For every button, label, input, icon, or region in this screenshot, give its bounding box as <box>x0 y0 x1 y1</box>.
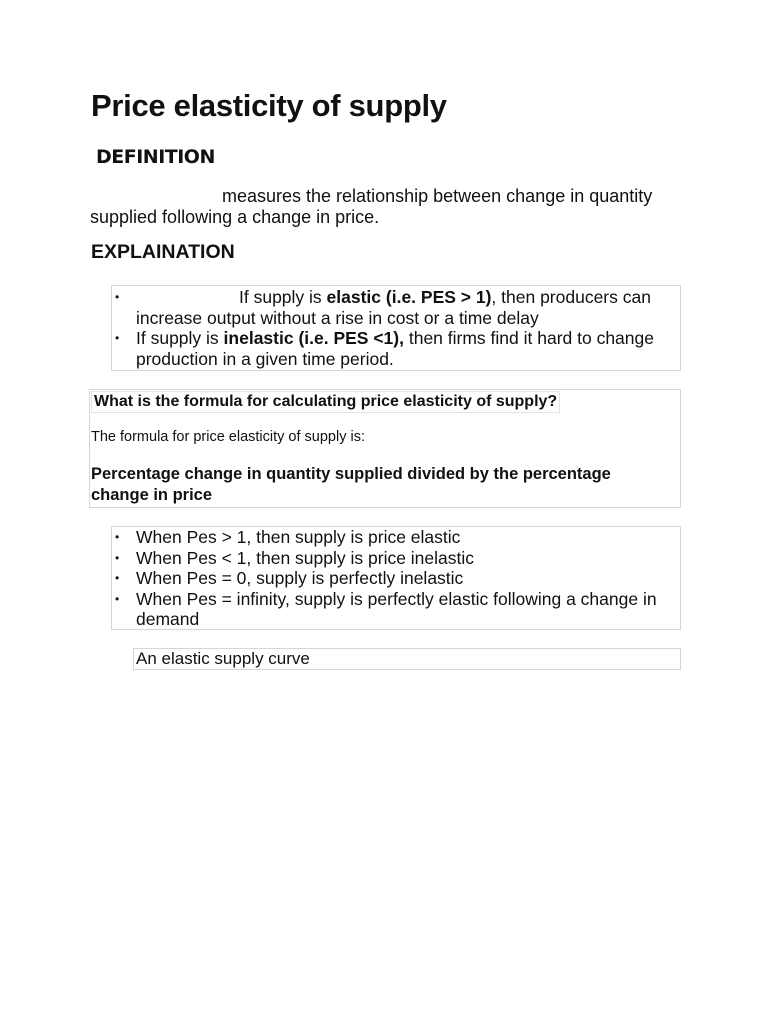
item-text-pre: If supply is <box>136 328 224 348</box>
definition-body: measures the relationship between change in quantity supplied following a change in price. <box>90 186 653 227</box>
bullet-icon: • <box>115 290 120 304</box>
pes-case-text: When Pes = 0, supply is perfectly inelastic <box>136 568 464 588</box>
item-text-post: then firms find it hard to change production in a given time period. <box>136 328 654 369</box>
pes-case-text: When Pes > 1, then supply is price elastic <box>136 527 461 547</box>
explanation-box <box>111 285 681 371</box>
list-item <box>112 328 680 369</box>
bullet-icon: • <box>115 591 120 606</box>
item-text-bold: inelastic (i.e. PES <1), <box>223 328 404 348</box>
bullet-icon: • <box>115 331 120 345</box>
formula-intro: The formula for price elasticity of supply is: <box>91 429 365 445</box>
pes-case-text: When Pes = infinity, supply is perfectly elastic following a change in demand <box>136 588 657 629</box>
pes-case-text: When Pes < 1, then supply is price inelastic <box>136 547 475 568</box>
list-item <box>112 568 680 589</box>
list-item <box>112 548 680 569</box>
pes-cases-list <box>112 527 680 630</box>
list-item <box>112 527 680 548</box>
explanation-list <box>112 287 680 369</box>
bullet-icon: • <box>115 550 120 565</box>
list-item <box>112 287 680 328</box>
definition-text <box>90 186 690 228</box>
item-text-bold: elastic (i.e. PES > 1) <box>326 287 492 307</box>
definition-heading: DEFINITION <box>96 146 215 168</box>
explanation-heading: EXPLAINATION <box>91 241 235 263</box>
item-text-pre: If supply is <box>239 287 327 307</box>
formula-statement: Percentage change in quantity supplied divided by the percentage change in price <box>91 465 611 504</box>
pes-cases-box <box>111 526 681 630</box>
figure-caption: An elastic supply curve <box>133 648 681 670</box>
bullet-icon: • <box>115 571 120 585</box>
bullet-icon: • <box>115 530 120 544</box>
item-text-post: , then producers can increase output without a rise in cost or a time delay <box>136 287 651 328</box>
page-title: Price elasticity of supply <box>91 88 447 123</box>
list-item <box>112 589 680 630</box>
formula-question: What is the formula for calculating price elasticity of supply? <box>91 391 560 413</box>
formula-box <box>89 389 681 508</box>
